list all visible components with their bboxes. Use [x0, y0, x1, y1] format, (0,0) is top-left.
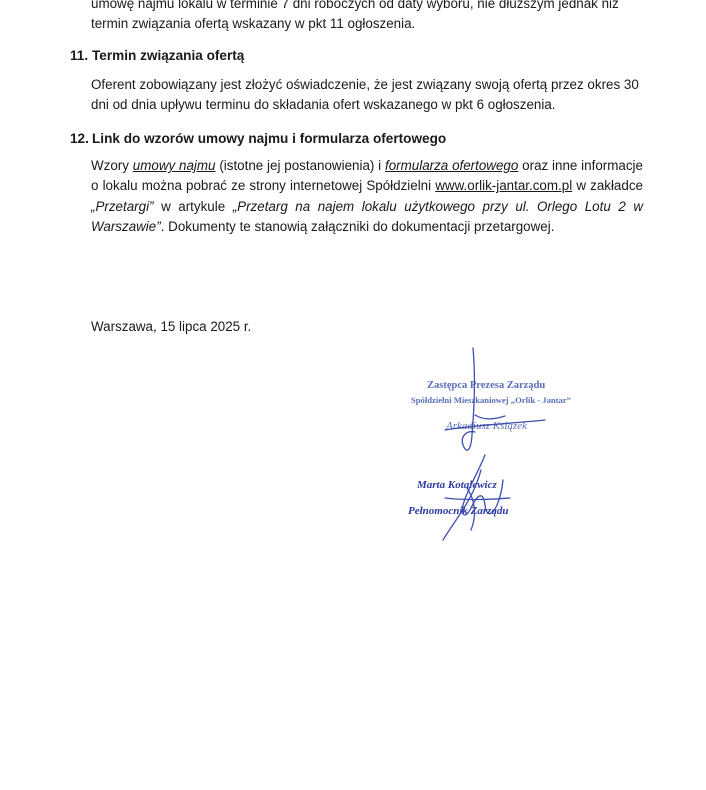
section-12-heading	[70, 129, 446, 149]
tab-name: „Przetargi”	[91, 198, 154, 214]
s12-text-2: (istotne jej postanowienia) i	[219, 158, 382, 173]
continued-line-2: termin związania ofertą wskazany w pkt 11 ogłoszenia.	[91, 16, 416, 32]
s12-text-5: w artykule	[161, 198, 226, 214]
umowy-najmu-link[interactable]: umowy najmu	[132, 158, 216, 173]
section-11-body	[91, 75, 643, 116]
s12-text-3: oraz inne informacje o lokalu można pobrać ze strony internetowej Spółdzielni	[91, 158, 643, 194]
place-date: Warszawa, 15 lipca 2025 r.	[91, 319, 252, 334]
section-11-number: 11.	[70, 48, 89, 63]
proxy-role: Pełnomocnik Zarządu	[408, 505, 509, 517]
article-title: „Przetarg na najem lokalu użytkowego przy ul. Orlego Lotu 2 w Warszawie”	[91, 198, 643, 235]
s12-text-4: w zakładce	[576, 178, 643, 194]
section-11-heading	[70, 46, 244, 66]
section-12-body	[91, 156, 643, 238]
stamp-name: Arkadiusz Książek	[446, 420, 527, 432]
proxy-name: Marta Kotalewicz	[417, 479, 497, 491]
continued-paragraph	[91, 0, 643, 35]
stamp-cooperative: Spółdzielni Mieszkaniowej „Orlik - Jantar”	[411, 395, 571, 405]
website-link[interactable]: www.orlik-jantar.com.pl	[435, 178, 573, 194]
stamp-title: Zastępca Prezesa Zarządu	[427, 380, 546, 391]
section-12-title: Link do wzorów umowy najmu i formularza ofertowego	[92, 131, 447, 146]
continued-line-1: umowę najmu lokalu w terminie 7 dni roboczych od daty wyboru, nie dłuższym jednak niż	[91, 0, 619, 11]
s12-text-1: Wzory	[91, 158, 129, 173]
formularza-ofertowego-link[interactable]: formularza ofertowego	[384, 158, 519, 173]
section-11-line-1: Oferent zobowiązany jest złożyć oświadczenie, że jest związany swoją ofertą przez okres 30	[91, 77, 639, 92]
section-11-line-2: dni od dnia upływu terminu do składania ofert wskazanego w pkt 6 ogłoszenia.	[91, 97, 556, 113]
s12-text-6: . Dokumenty te stanowią załączniki do dokumentacji przetargowej.	[160, 219, 555, 235]
handwritten-signature	[405, 340, 555, 550]
section-12-number: 12.	[70, 131, 89, 146]
section-11-title: Termin związania ofertą	[92, 48, 245, 63]
